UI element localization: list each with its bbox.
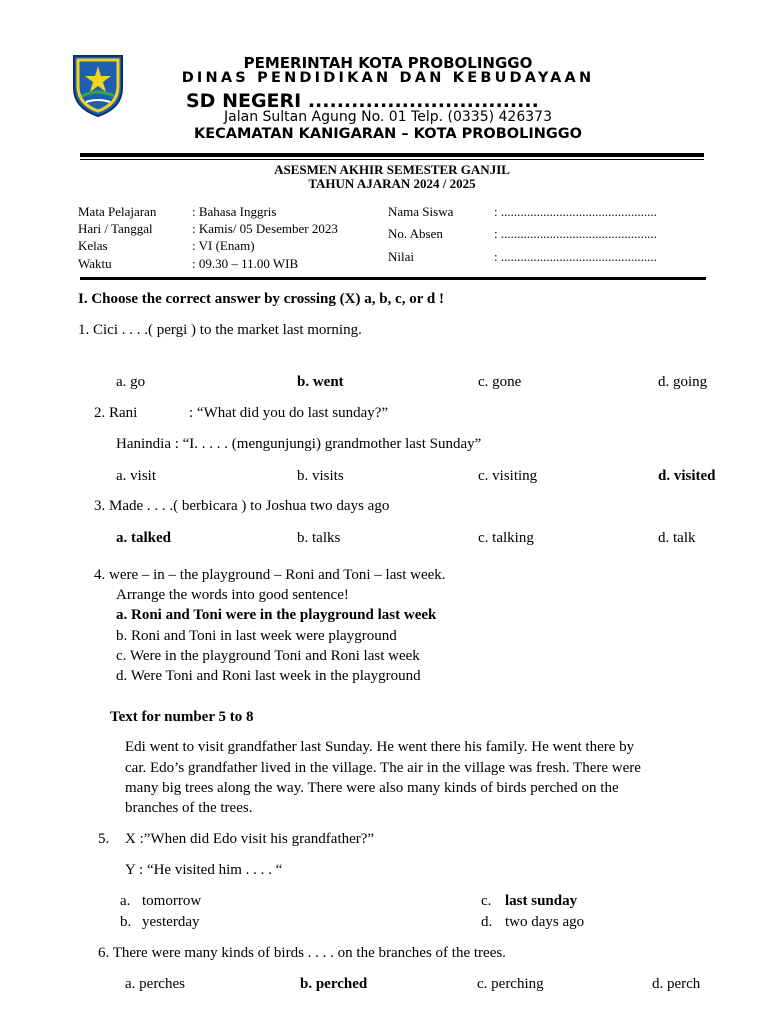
section-1-instruction: I. Choose the correct answer by crossing (X) a, b, c, or d ! <box>78 291 444 307</box>
question-3-option-c[interactable]: c. talking <box>478 530 534 546</box>
letterhead-address: Jalan Sultan Agung No. 01 Telp. (0335) 426373 <box>224 109 552 125</box>
question-2-speaker-rani: 2. Rani <box>94 405 138 421</box>
question-4-option-d[interactable]: d. Were Toni and Roni last week in the playground <box>116 668 421 684</box>
info-divider <box>80 277 706 280</box>
info-label-student-name: Nama Siswa <box>388 204 454 219</box>
exam-title: ASESMEN AKHIR SEMESTER GANJIL <box>274 162 510 177</box>
question-1-option-b[interactable]: b. went <box>297 374 344 390</box>
question-3-text: 3. Made . . . .( berbicara ) to Joshua two days ago <box>94 498 390 514</box>
question-4-option-a[interactable]: a. Roni and Toni were in the playground last week <box>116 607 437 623</box>
letterhead-district: KECAMATAN KANIGARAN – KOTA PROBOLINGGO <box>193 126 583 142</box>
info-value-date: : Kamis/ 05 Desember 2023 <box>192 221 338 236</box>
option-text: yesterday <box>142 914 200 930</box>
letterhead-department: DINAS PENDIDIKAN DAN KEBUDAYAAN <box>181 70 595 86</box>
info-label-date: Hari / Tanggal <box>78 221 153 236</box>
question-4-option-c[interactable]: c. Were in the playground Toni and Roni last week <box>116 648 420 664</box>
question-6-option-d[interactable]: d. perch <box>652 976 701 992</box>
question-1-option-d[interactable]: d. going <box>658 374 708 390</box>
question-2-option-b[interactable]: b. visits <box>297 468 344 484</box>
question-5-text: X :”When did Edo visit his grandfather?” <box>125 831 375 847</box>
letterhead-government: PEMERINTAH KOTA PROBOLINGGO <box>243 54 533 72</box>
question-3-option-d[interactable]: d. talk <box>658 530 696 546</box>
exam-year: TAHUN AJARAN 2024 / 2025 <box>308 176 476 191</box>
question-5-option-a[interactable] <box>120 893 202 910</box>
reading-text-heading: Text for number 5 to 8 <box>110 709 254 725</box>
question-6-option-b[interactable]: b. perched <box>300 976 368 992</box>
info-label-score: Nilai <box>388 249 414 264</box>
info-value-time: : 09.30 – 11.00 WIB <box>192 256 299 271</box>
question-4-instruction: Arrange the words into good sentence! <box>116 587 349 603</box>
option-text: tomorrow <box>142 893 202 909</box>
letterhead-school-name: SD NEGERI ................................ <box>186 90 539 112</box>
info-label-subject: Mata Pelajaran <box>78 204 157 219</box>
question-5-option-c[interactable] <box>481 893 578 910</box>
info-label-class: Kelas <box>78 238 108 253</box>
option-letter: b. <box>120 914 132 930</box>
reading-passage-line-3: many big trees along the way. There were also many kinds of birds perched on the <box>125 780 619 796</box>
question-1-option-a[interactable]: a. go <box>116 374 146 390</box>
question-1-text: 1. Cici . . . .( pergi ) to the market last morning. <box>78 322 362 338</box>
info-label-time: Waktu <box>78 256 112 271</box>
question-2-option-d[interactable]: d. visited <box>658 468 716 484</box>
question-4-option-b[interactable]: b. Roni and Toni in last week were playground <box>116 628 397 644</box>
question-6-option-a[interactable]: a. perches <box>125 976 185 992</box>
question-6-option-c[interactable]: c. perching <box>477 976 544 992</box>
info-value-class: : VI (Enam) <box>192 238 255 253</box>
info-value-subject: : Bahasa Inggris <box>192 204 277 219</box>
reading-passage-line-1: Edi went to visit grandfather last Sunday. He went there his family. He went there by <box>125 739 635 755</box>
question-5-answer-line: Y : “He visited him . . . . “ <box>125 862 283 878</box>
reading-passage-line-4: branches of the trees. <box>125 800 253 816</box>
option-letter: d. <box>481 914 493 930</box>
question-3-option-a[interactable]: a. talked <box>116 530 172 546</box>
question-6-text: 6. There were many kinds of birds . . . . on the branches of the trees. <box>98 945 506 961</box>
option-letter: c. <box>481 893 492 909</box>
reading-passage-line-2: car. Edo’s grandfather lived in the village. The air in the village was fresh. There were <box>125 760 641 776</box>
question-2-option-a[interactable]: a. visit <box>116 468 156 484</box>
question-2-hanindia-line: Hanindia : “I. . . . . (mengunjungi) grandmother last Sunday” <box>116 436 482 452</box>
option-letter: a. <box>120 893 131 909</box>
option-text: last sunday <box>505 893 578 909</box>
question-5-option-d[interactable] <box>481 914 585 931</box>
question-2-rani-line: : “What did you do last sunday?” <box>189 405 389 421</box>
question-3-option-b[interactable]: b. talks <box>297 530 341 546</box>
header-divider-thick <box>80 153 704 157</box>
question-5-option-b[interactable] <box>120 914 200 931</box>
question-2-option-c[interactable]: c. visiting <box>478 468 538 484</box>
question-5-number: 5. <box>98 831 110 847</box>
info-value-score: : ................................................ <box>494 249 657 264</box>
option-text: two days ago <box>505 914 585 930</box>
question-1-option-c[interactable]: c. gone <box>478 374 522 390</box>
info-value-student-name: : ................................................ <box>494 204 657 219</box>
header-divider-thin <box>80 159 704 160</box>
info-value-absence-number: : ................................................ <box>494 226 657 241</box>
question-4-text: 4. were – in – the playground – Roni and Toni – last week. <box>94 567 446 583</box>
info-label-absence-number: No. Absen <box>388 226 443 241</box>
